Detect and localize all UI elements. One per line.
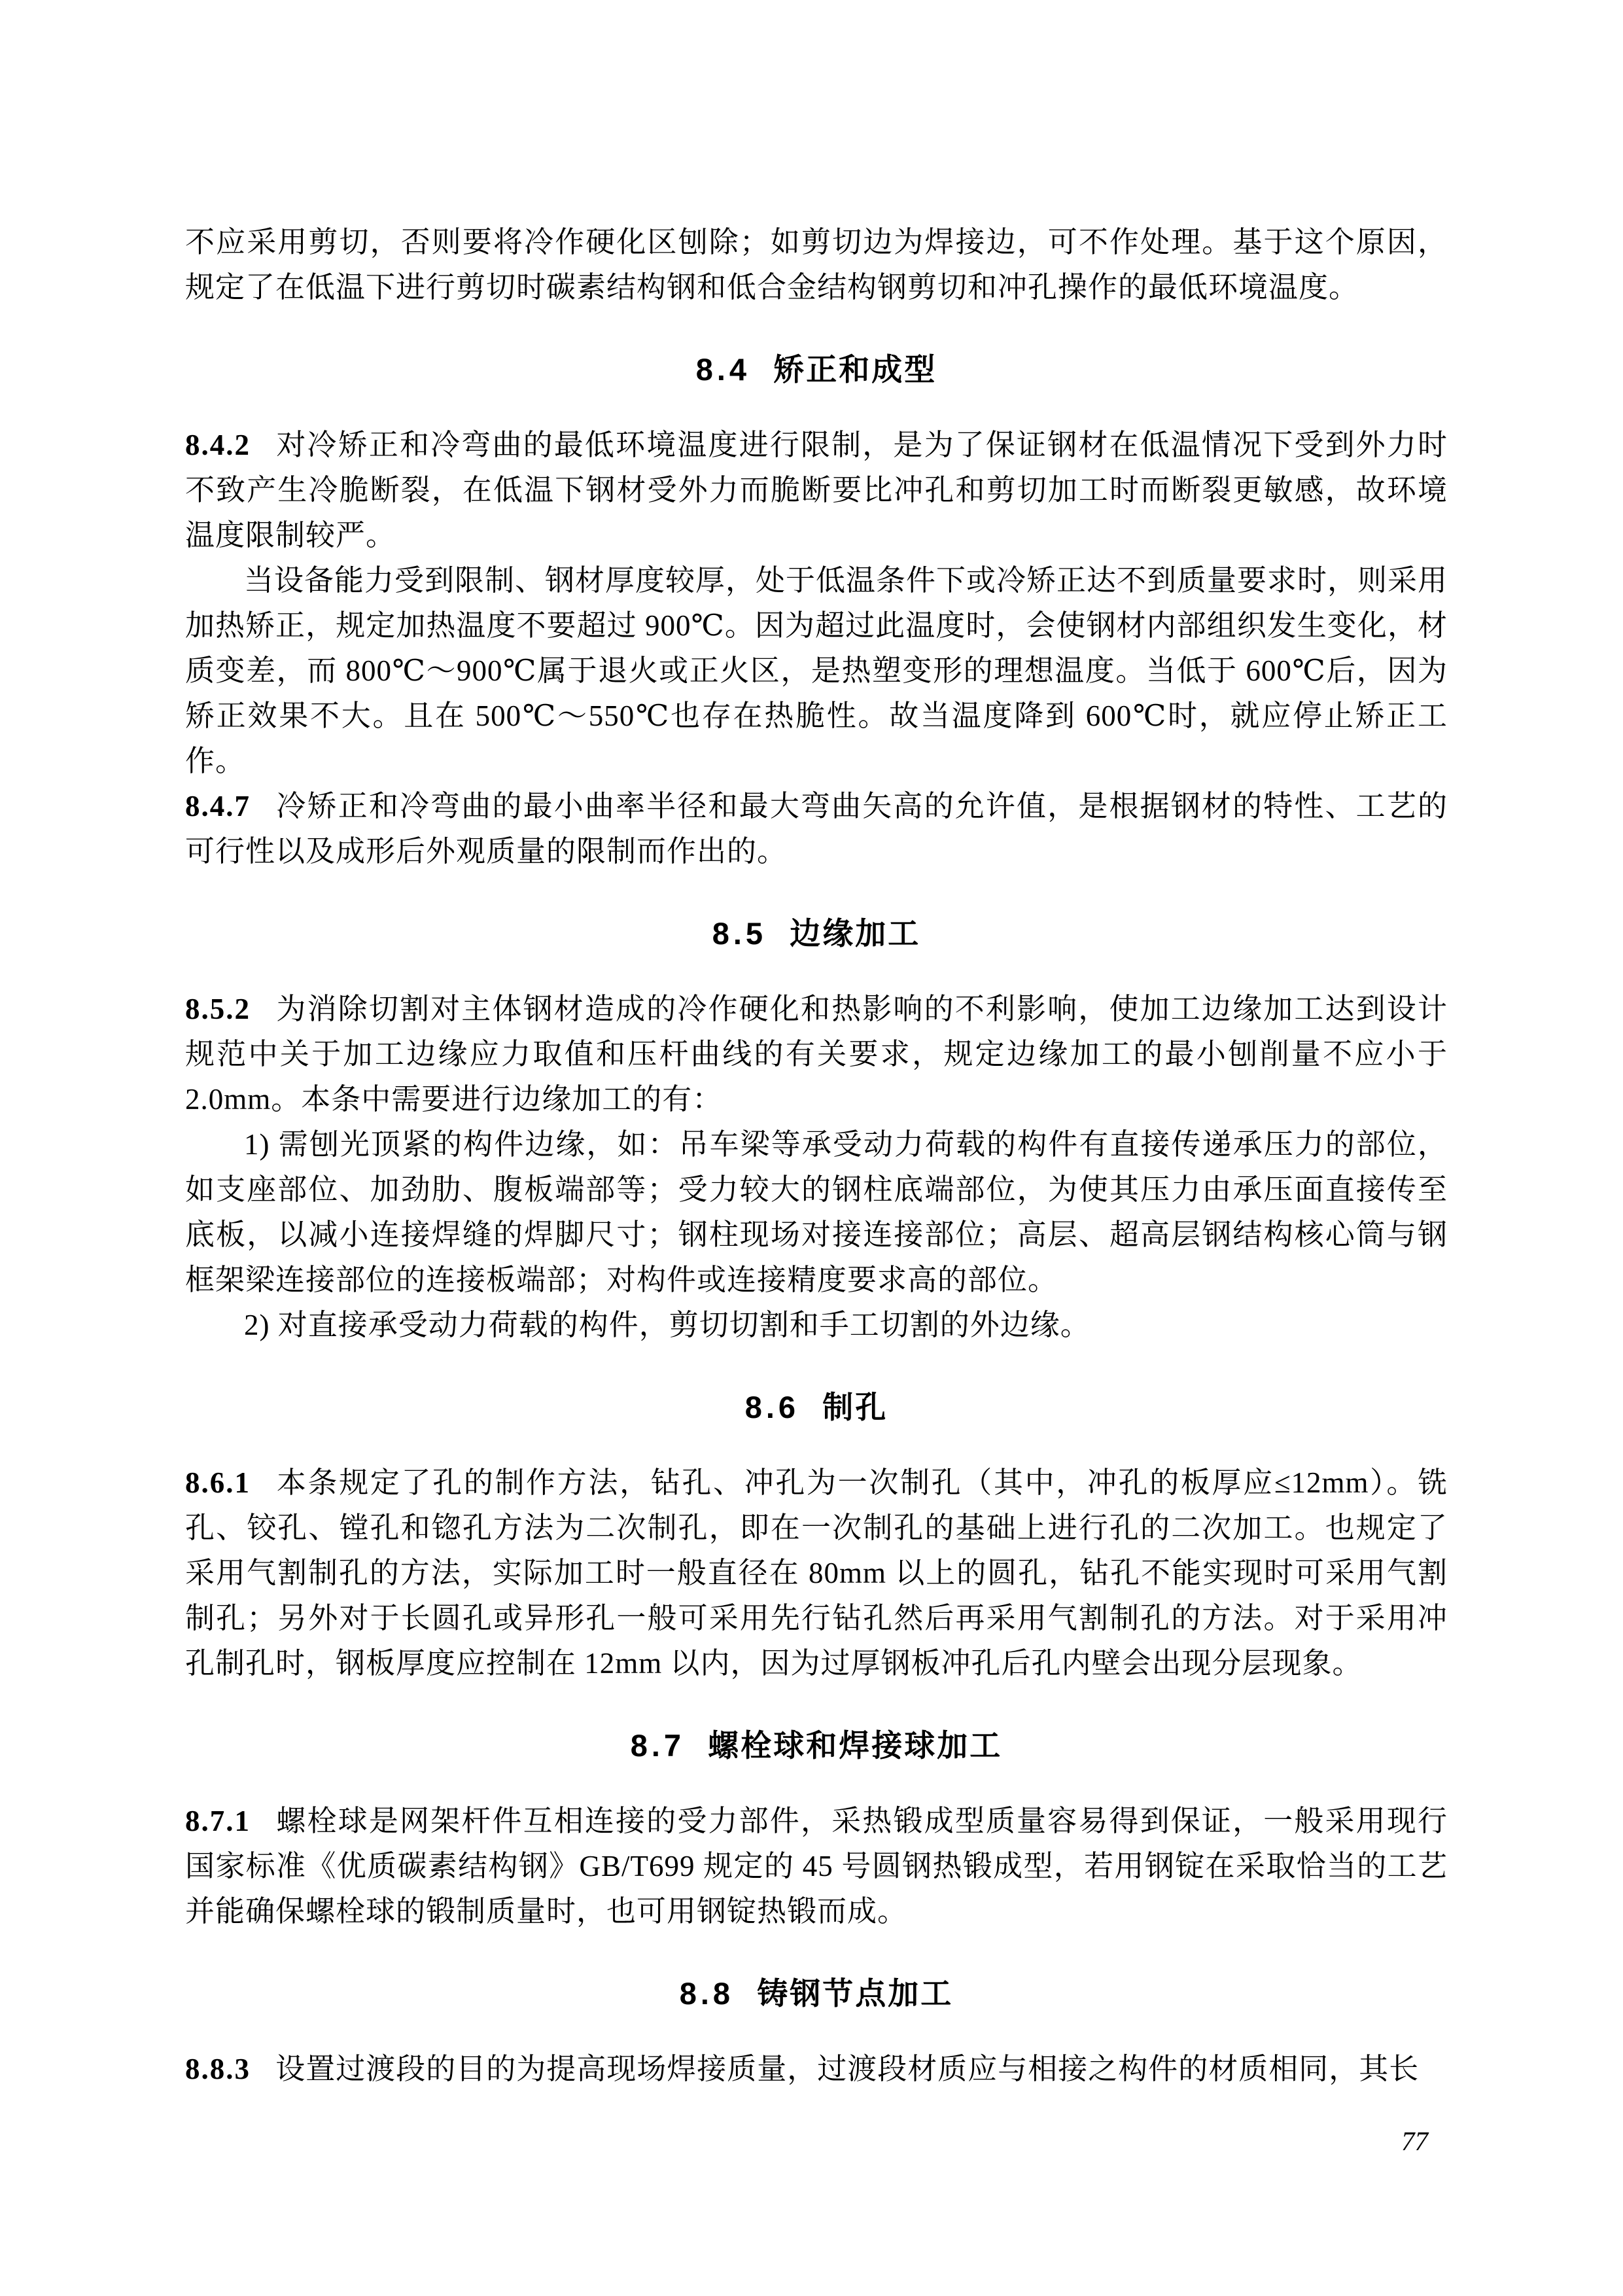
section-number: 8.5 bbox=[712, 916, 767, 951]
clause-8-6-1 bbox=[185, 1460, 1448, 1686]
section-title: 边缘加工 bbox=[790, 916, 921, 951]
clause-text: 冷矫正和冷弯曲的最小曲率半径和最大弯曲矢高的允许值，是根据钢材的特性、工艺的可行性以及成形后外观质量的限制而作出的。 bbox=[185, 790, 1448, 868]
clause-text: 为消除切割对主体钢材造成的冷作硬化和热影响的不利影响，使加工边缘加工达到设计规范中关于加工边缘应力取值和压杆曲线的有关要求，规定边缘加工的最小刨削量不应小于 2.0mm。本条中需要进行边缘加工的有： bbox=[185, 993, 1448, 1116]
section-heading-8-8 bbox=[185, 1971, 1448, 2017]
clause-8-4-2 bbox=[185, 423, 1448, 558]
list-item-1: 1) 需刨光顶紧的构件边缘，如：吊车梁等承受动力荷载的构件有直接传递承压力的部位，如支座部位、加劲肋、腹板端部等；受力较大的钢柱底端部位，为使其压力由承压面直接传至底板，以减小连接焊缝的焊脚尺寸；钢柱现场对接连接部位；高层、超高层钢结构核心筒与钢框架梁连接部位的连接板端部；对构件或连接精度要求高的部位。 bbox=[185, 1128, 1448, 1296]
section-number: 8.8 bbox=[679, 1976, 735, 2011]
page-number: 77 bbox=[1401, 2126, 1428, 2156]
clause-number: 8.8.3 bbox=[185, 2053, 251, 2085]
clause-text: 设置过渡段的目的为提高现场焊接质量，过渡段材质应与相接之构件的材质相同，其长 bbox=[275, 2053, 1420, 2085]
section-number: 8.7 bbox=[630, 1728, 686, 1763]
section-number: 8.4 bbox=[695, 352, 751, 387]
section-heading-8-4 bbox=[185, 347, 1448, 393]
paragraph: 当设备能力受到限制、钢材厚度较厚，处于低温条件下或冷矫正达不到质量要求时，则采用加热矫正，规定加热温度不要超过 900℃。因为超过此温度时，会使钢材内部组织发生变化，材质变差，而 800℃～900℃属于退火或正火区，是热塑变形的理想温度。当低于 600℃后，因为矫正效果不大。且在 500℃～550℃也存在热脆性。故当温度降到 600℃时，就应停止矫正工作。 bbox=[185, 564, 1448, 777]
clause-number: 8.7.1 bbox=[185, 1805, 251, 1837]
clause-8-4-7 bbox=[185, 784, 1448, 874]
section-number: 8.6 bbox=[744, 1390, 800, 1424]
section-title: 螺栓球和焊接球加工 bbox=[708, 1728, 1003, 1763]
list-item-2: 2) 对直接承受动力荷载的构件，剪切切割和手工切割的外边缘。 bbox=[244, 1309, 1091, 1341]
clause-number: 8.5.2 bbox=[185, 993, 251, 1025]
clause-text: 对冷矫正和冷弯曲的最低环境温度进行限制，是为了保证钢材在低温情况下受到外力时不致产生冷脆断裂，在低温下钢材受外力而脆断要比冲孔和剪切加工时而断裂更敏感，故环境温度限制较严。 bbox=[185, 429, 1448, 552]
clause-8-7-1 bbox=[185, 1799, 1448, 1934]
clause-number: 8.4.2 bbox=[185, 429, 251, 461]
section-heading-8-6 bbox=[185, 1385, 1448, 1430]
text-column bbox=[185, 220, 1448, 2092]
clause-text: 本条规定了孔的制作方法，钻孔、冲孔为一次制孔（其中，冲孔的板厚应≤12mm）。铣孔、铰孔、镗孔和锪孔方法为二次制孔，即在一次制孔的基础上进行孔的二次加工。也规定了采用气割制孔的方法，实际加工时一般直径在 80mm 以上的圆孔，钻孔不能实现时可采用气割制孔；另外对于长圆孔或异形孔一般可采用先行钻孔然后再采用气割制孔的方法。对于采用冲孔制孔时，钢板厚度应控制在 12mm 以内，因为过厚钢板冲孔后孔内壁会出现分层现象。 bbox=[185, 1466, 1448, 1680]
clause-text: 螺栓球是网架杆件互相连接的受力部件，采热锻成型质量容易得到保证，一般采用现行国家标准《优质碳素结构钢》GB/T699 规定的 45 号圆钢热锻成型，若用钢锭在采取恰当的工艺并能确保螺栓球的锻制质量时，也可用钢锭热锻而成。 bbox=[185, 1805, 1448, 1928]
section-title: 矫正和成型 bbox=[773, 352, 937, 387]
section-title: 制孔 bbox=[822, 1390, 888, 1424]
clause-number: 8.6.1 bbox=[185, 1466, 251, 1499]
paragraph-continuation: 不应采用剪切，否则要将冷作硬化区刨除；如剪切边为焊接边，可不作处理。基于这个原因，规定了在低温下进行剪切时碳素结构钢和低合金结构钢剪切和冲孔操作的最低环境温度。 bbox=[185, 226, 1448, 304]
section-title: 铸钢节点加工 bbox=[757, 1976, 954, 2011]
clause-8-5-2 bbox=[185, 987, 1448, 1122]
clause-8-8-3 bbox=[185, 2047, 1448, 2092]
clause-number: 8.4.7 bbox=[185, 790, 251, 822]
section-heading-8-5 bbox=[185, 911, 1448, 957]
section-heading-8-7 bbox=[185, 1723, 1448, 1769]
